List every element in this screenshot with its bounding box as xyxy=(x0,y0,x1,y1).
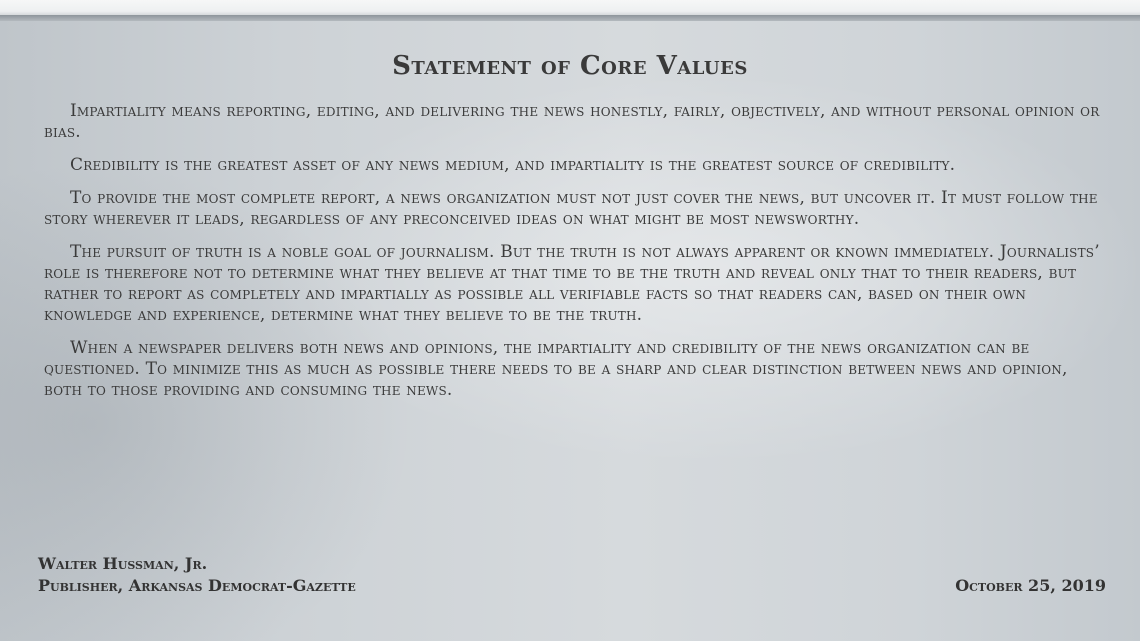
plaque-body xyxy=(44,101,1104,413)
plaque-title: Statement of Core Values xyxy=(392,51,748,81)
paragraph-impartiality: Impartiality means reporting, editing, and delivering the news honestly, fairly, objectively, and without personal opinion or bias. xyxy=(44,101,1100,142)
statement-date: October 25, 2019 xyxy=(955,576,1106,595)
paragraph-news-and-opinion: When a newspaper delivers both news and opinions, the impartiality and credibility of the news organization can be questioned. To minimize this as much as possible there needs to be a sharp and clear distinction between news and opinion, both to those providing and consuming the news. xyxy=(44,338,1068,400)
wall-strip xyxy=(0,0,1140,16)
signature-name: Walter Hussman, Jr. xyxy=(38,554,208,573)
paragraph-credibility: Credibility is the greatest asset of any news medium, and impartiality is the greatest source of credibility. xyxy=(70,155,956,175)
core-values-plaque xyxy=(0,21,1140,641)
paragraph-pursuit-of-truth: The pursuit of truth is a noble goal of journalism. But the truth is not always apparent or known immediately. Journalists’ role is therefore not to determine what they believe at that time to be the truth and reveal only that to their readers, but rather to report as completely and impartially as possible all verifiable facts so that readers can, based on their own knowledge and experience, determine what they believe to be the truth. xyxy=(44,242,1100,325)
paragraph-complete-report: To provide the most complete report, a news organization must not just cover the news, but uncover it. It must follow the story wherever it leads, regardless of any preconceived ideas on what might be most newsworthy. xyxy=(44,188,1098,229)
signature-title: Publisher, Arkansas Democrat-Gazette xyxy=(38,576,356,595)
